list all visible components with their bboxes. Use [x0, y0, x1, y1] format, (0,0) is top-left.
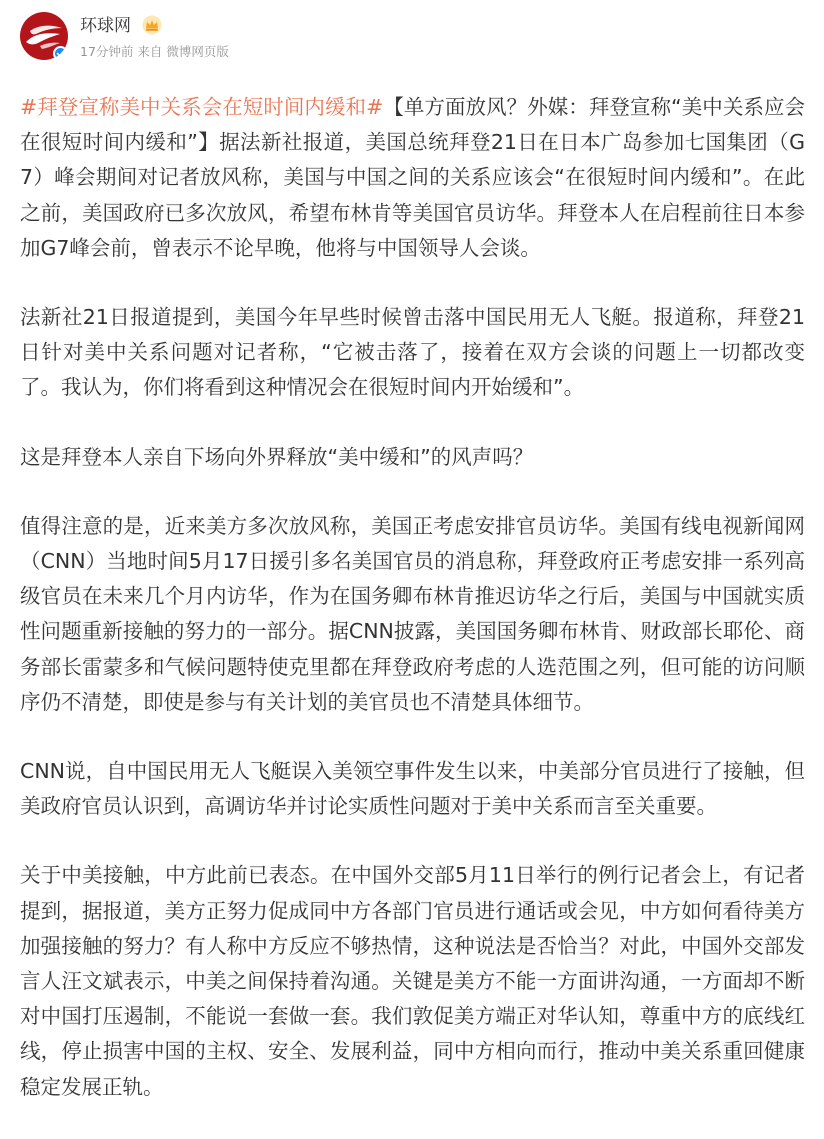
post-time[interactable]: 17分钟前: [80, 44, 134, 59]
paragraph-text: 【单方面放风？外媒：拜登宣称“美中关系应会在很短时间内缓和”】据法新社报道，美国总统拜登21日在日本广岛参加七国集团（G7）峰会期间对记者放风称，美国与中国之间的关系应该会“在很短时间内缓和”。在此之前，美国政府已多次放风，希望布林肯等美国官员访华。拜登本人在启程前往日本参加G7峰会前，曾表示不论早晚，他将与中国领导人会谈。: [20, 95, 805, 260]
post-paragraph: 法新社21日报道提到，美国今年早些时候曾击落中国民用无人飞艇。报道称，拜登21日针对美中关系问题对记者称，“它被击落了，接着在双方会谈的问题上一切都改变了。我认为，你们将看到这种情况会在很短时间内开始缓和”。: [20, 305, 805, 400]
post-paragraph: [20, 90, 805, 266]
post-source[interactable]: 微博网页版: [166, 44, 229, 59]
post-paragraph: 关于中美接触，中方此前已表态。在中国外交部5月11日举行的例行记者会上，有记者提到，据报道，美方正努力促成同中方各部门官员进行通话或会见，中方如何看待美方加强接触的努力？有人称中方反应不够热情，这种说法是否恰当？对此，中国外交部发言人汪文斌表示，中美之间保持着沟通。关键是美方不能一方面讲沟通，一方面却不断对中国打压遏制，不能说一套做一套。我们敦促美方端正对华认知，尊重中方的底线红线，停止损害中国的主权、安全、发展利益，同中方相向而行，推动中美关系重回健康稳定发展正轨。: [20, 863, 805, 1099]
post-paragraph: 这是拜登本人亲自下场向外界释放“美中缓和”的风声吗？: [20, 444, 534, 469]
crown-icon[interactable]: [141, 15, 163, 35]
post-paragraph: 值得注意的是，近来美方多次放风称，美国正考虑安排官员访华。美国有线电视新闻网（CNN）当地时间5月17日援引多名美国官员的消息称，拜登政府正考虑安排一系列高级官员在未来几个月内访华，作为在国务卿布林肯推迟访华之行后，美国与中国就实质性问题重新接触的努力的一部分。据CNN披露，美国国务卿布林肯、财政部长耶伦、商务部长雷蒙多和气候问题特使克里都在拜登政府考虑的人选范围之列，但可能的访问顺序仍不清楚，即使是参与有关计划的美官员也不清楚具体细节。: [20, 513, 805, 714]
post-paragraph: CNN说，自中国民用无人飞艇误入美领空事件发生以来，中美部分官员进行了接触，但美政府官员认识到，高调访华并讨论实质性问题对于美中关系而言至关重要。: [20, 759, 805, 819]
post-meta: [80, 43, 229, 61]
account-name[interactable]: 环球网: [80, 16, 131, 36]
verified-badge-icon: [53, 46, 68, 60]
source-prefix: 来自: [137, 44, 163, 59]
topic-link[interactable]: #拜登宣称美中关系会在短时间内缓和#: [20, 95, 384, 119]
post-content: [20, 90, 805, 1139]
avatar[interactable]: [20, 12, 68, 60]
post-header: [20, 12, 800, 68]
